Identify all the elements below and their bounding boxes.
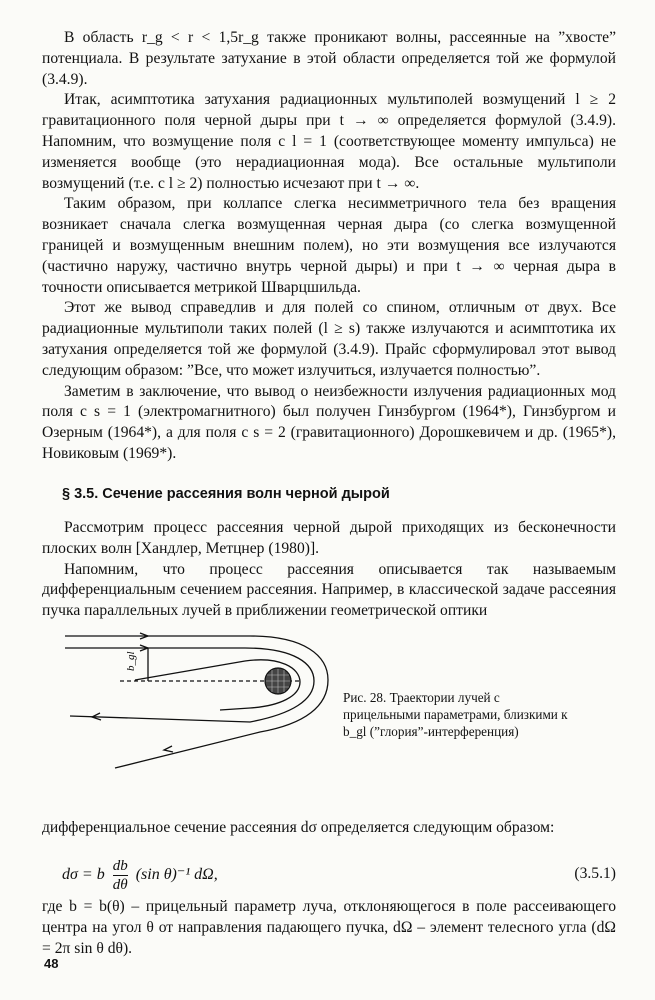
text-block-mid (42, 518, 616, 622)
paragraph-5: Заметим в заключение, что вывод о неизбежности излучения радиационных мод поля с s = 1 (электромагнитного) был получен Гинзбургом (1964*), Гинзбургом и Озерным (1964*), а для поля с s = 2 (гравитационного) Дорошкевичем и др. (1965*), Новиковым (1969*). (42, 382, 616, 462)
fraction-denominator: dθ (112, 877, 128, 893)
scattering-figure (60, 628, 330, 778)
paragraph-2: Итак, асимптотика затухания радиационных мультиполей возмущений l ≥ 2 гравитационного поля черной дыры при t → ∞ определяется формулой (3.4.9). Напомним, что возмущение поля с l = 1 (соответствующее моменту импульса) не изменяется вообще (это нерадиационная мода). Все остальные мультиполи возмущений (т.е. с l ≥ 2) полностью исчезают при t → ∞. (42, 91, 616, 192)
b-gl-label: b_gl (125, 651, 137, 671)
ray-outer (65, 636, 328, 768)
equation-body (62, 857, 218, 894)
paragraph-after-equation: где b = b(θ) – прицельный параметр луча, отклоняющегося в поле рассеивающего центра на угол θ от направления падающего пучка, dΩ – элемент телесного угла (dΩ = 2π sin θ dθ). (42, 898, 616, 957)
arrow-4 (164, 746, 173, 752)
equation-rhs: (sin θ)⁻¹ dΩ, (135, 866, 218, 884)
section-heading-wrap (62, 484, 616, 505)
paragraph-7: Напомним, что процесс рассеяния описывается так называемым дифференциальным сечением рассеяния. Например, в классической задаче рассеяния пучка параллельных лучей в приближении геометрической оптики (42, 560, 616, 620)
text-block-top (42, 28, 616, 465)
section-heading: § 3.5. Сечение рассеяния волн черной дырой (62, 486, 390, 502)
figure-caption: Рис. 28. Траектории лучей с прицельными параметрами, близкими к b_gl (”глория”-интерференция) (343, 690, 568, 739)
paragraph-6: Рассмотрим процесс рассеяния черной дырой приходящих из бесконечности плоских волн [Хандлер, Метцнер (1980)]. (42, 519, 616, 557)
paragraph-4: Этот же вывод справедлив и для полей со спином, отличным от двух. Все радиационные мультиполи таких полей (l ≥ s) также излучаются и асимптотика их затухания определяется той же формулой (3.4.9). Прайс сформулировал этот вывод следующим образом: ”Все, что может излучиться, излучается полностью”. (42, 299, 616, 379)
page-number: 48 (44, 956, 59, 971)
paragraph-3: Таким образом, при коллапсе слегка несимметричного тела без вращения возникает сначала слегка возмущенная черная дыра (со слегка возмущенной границей и возмущенным внешним полем), но эти возмущения все излучаются (частично наружу, частично внутрь черной дыры) и при t → ∞ черная дыра в точности описывается метрикой Шварцшильда. (42, 195, 616, 296)
equation-fraction (113, 857, 128, 894)
text-block-eq-intro (42, 818, 616, 839)
paragraph-before-equation: дифференциальное сечение рассеяния dσ определяется следующим образом: (42, 819, 555, 836)
text-block-bottom (42, 897, 616, 959)
equation-number: (3.5.1) (574, 865, 616, 882)
equation-lhs: dσ = b (62, 866, 105, 884)
equation-3-5-1 (62, 843, 616, 891)
paragraph-1: В область r_g < r < 1,5r_g также проникают волны, рассеянные на ”хвосте” потенциала. В результате затухание в этой области определяется той же формулой (3.4.9). (42, 29, 616, 88)
fraction-numerator: db (112, 858, 128, 874)
